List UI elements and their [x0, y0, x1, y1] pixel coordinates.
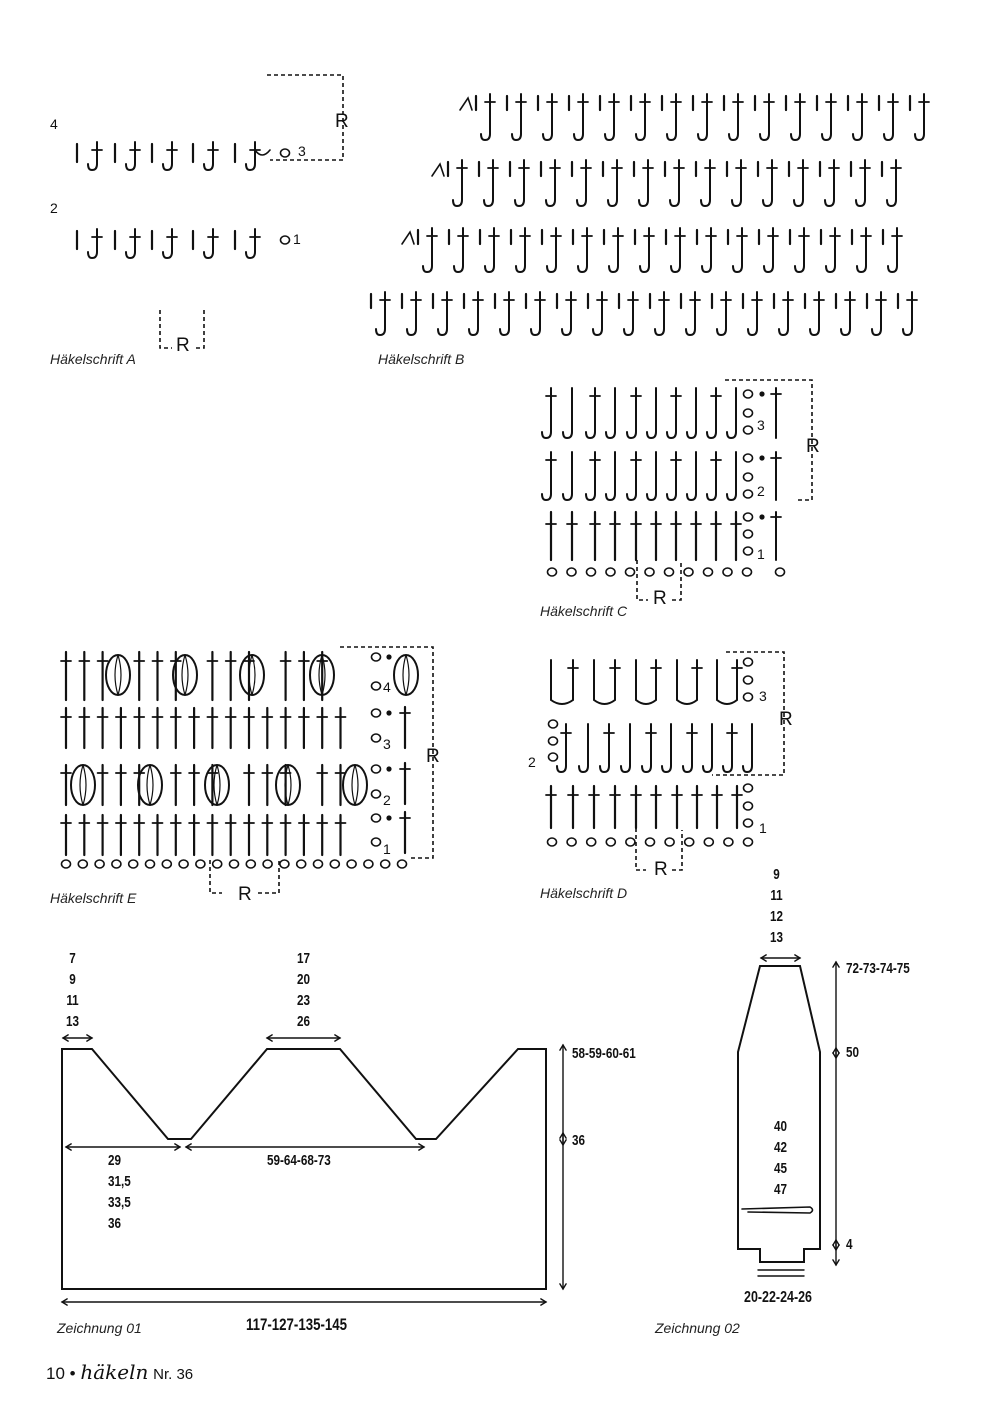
- slip-stitch-icon: [759, 455, 764, 460]
- chart-e-label-1: 1: [383, 841, 391, 857]
- post-stitch-icon: [500, 292, 509, 335]
- drawing-01-right-top: 58-59-60-61: [572, 1045, 636, 1062]
- chain-stitch-icon: [626, 838, 635, 846]
- chain-stitch-icon: [744, 513, 753, 521]
- post-stitch-icon: [246, 229, 255, 258]
- cluster-stitch-icon: [551, 660, 573, 704]
- chain-stitch-icon: [744, 693, 753, 701]
- post-stitch-icon: [126, 142, 135, 170]
- chain-stitch-icon: [95, 860, 104, 868]
- chain-stitch-icon: [606, 568, 615, 576]
- puff-inner-icon: [214, 765, 217, 805]
- post-stitch-icon: [683, 724, 692, 772]
- chain-stitch-icon: [281, 236, 290, 244]
- post-stitch-icon: [640, 228, 649, 272]
- chain-stitch-icon: [314, 860, 323, 868]
- post-stitch-icon: [841, 292, 850, 335]
- chain-stitch-icon: [744, 473, 753, 481]
- post-stitch-icon: [686, 292, 695, 335]
- drawing-01-top-left: 7 9 11 13: [66, 950, 80, 1030]
- repeat-bracket-base-right: [258, 860, 279, 893]
- chain-stitch-icon: [62, 860, 71, 868]
- post-stitch-icon: [698, 94, 707, 140]
- chain-stitch-icon: [372, 709, 381, 717]
- post-stitch-icon: [593, 292, 602, 335]
- page-footer: [46, 1360, 193, 1384]
- puff-inner-icon: [288, 765, 291, 805]
- chain-stitch-icon: [723, 568, 732, 576]
- post-stitch-icon: [779, 292, 788, 335]
- post-stitch-icon: [557, 724, 566, 772]
- post-stitch-icon: [454, 228, 463, 272]
- chain-stitch-icon: [549, 737, 558, 745]
- chart-e-label-4: 4: [383, 679, 391, 695]
- chain-stitch-icon: [372, 653, 381, 661]
- slip-stitch-icon: [759, 391, 764, 396]
- chart-e-symbols: [61, 647, 433, 893]
- post-stitch-icon: [600, 724, 609, 772]
- puff-inner-icon: [352, 765, 355, 805]
- post-stitch-icon: [423, 228, 432, 272]
- page-number: 10: [46, 1364, 65, 1383]
- post-stitch-icon: [163, 142, 172, 170]
- chain-stitch-icon: [372, 790, 381, 798]
- chain-stitch-icon: [112, 860, 121, 868]
- puff-inner-icon: [185, 655, 188, 695]
- chain-stitch-icon: [372, 682, 381, 690]
- drawing-02-bottom: 20-22-24-26: [744, 1289, 812, 1306]
- repeat-bracket-base-left: [210, 860, 222, 893]
- chain-stitch-icon: [129, 860, 138, 868]
- turning-chain-icon: [460, 98, 472, 110]
- repeat-bracket-base-right: [672, 560, 681, 600]
- chart-d-caption: Häkelschrift D: [540, 885, 628, 901]
- drawing-01-bottom: 117-127-135-145: [246, 1315, 348, 1334]
- puff-stitch-icon: [106, 655, 130, 695]
- puff-inner-icon: [406, 655, 409, 695]
- chart-e-repeat: R: [426, 746, 440, 767]
- post-stitch-icon: [512, 94, 521, 140]
- post-stitch-icon: [484, 160, 493, 206]
- cluster-stitch-icon: [717, 660, 737, 704]
- chain-stitch-icon: [230, 860, 239, 868]
- puff-stitch-icon: [138, 765, 162, 805]
- slip-stitch-icon: [386, 710, 391, 715]
- post-stitch-icon: [438, 292, 447, 335]
- repeat-bracket-right: [725, 380, 812, 500]
- drawing-01-caption: Zeichnung 01: [57, 1320, 142, 1336]
- post-stitch-icon: [791, 94, 800, 140]
- post-stitch-icon: [546, 160, 555, 206]
- post-stitch-icon: [687, 452, 696, 500]
- drawing-01-inner-left: 29 31,5 33,5 36: [108, 1152, 131, 1232]
- puff-inner-icon: [355, 765, 358, 805]
- chart-d-row-2: 2: [528, 754, 536, 770]
- slip-stitch-icon: [759, 514, 764, 519]
- chart-a-symbols: [77, 75, 343, 348]
- slip-stitch-icon: [386, 815, 391, 820]
- footer-bullet: •: [69, 1364, 76, 1383]
- drawing-02-caption: Zeichnung 02: [655, 1320, 740, 1336]
- post-stitch-icon: [642, 724, 651, 772]
- chain-stitch-icon: [587, 568, 596, 576]
- post-stitch-icon: [453, 160, 462, 206]
- drawing-02-right-bottom: 4: [846, 1236, 853, 1253]
- post-stitch-icon: [662, 724, 671, 772]
- turning-chain-icon: [432, 164, 444, 176]
- post-stitch-icon: [481, 94, 490, 140]
- post-stitch-icon: [624, 292, 633, 335]
- repeat-bracket-left: [160, 310, 172, 348]
- chart-c-symbols: [542, 380, 812, 600]
- post-stitch-icon: [915, 94, 924, 140]
- chain-stitch-icon: [196, 860, 205, 868]
- post-stitch-icon: [126, 229, 135, 258]
- puff-inner-icon: [403, 655, 406, 695]
- chain-stitch-icon: [567, 568, 576, 576]
- chain-stitch-icon: [606, 838, 615, 846]
- post-stitch-icon: [579, 724, 588, 772]
- post-stitch-icon: [655, 292, 664, 335]
- post-stitch-icon: [647, 388, 656, 438]
- post-stitch-icon: [577, 160, 586, 206]
- post-stitch-icon: [856, 160, 865, 206]
- chain-stitch-icon: [744, 676, 753, 684]
- post-stitch-icon: [88, 229, 97, 258]
- chart-d-label-1: 1: [759, 820, 767, 836]
- chart-b-symbols: [371, 94, 929, 335]
- post-stitch-icon: [204, 142, 213, 170]
- puff-inner-icon: [115, 655, 118, 695]
- chain-stitch-icon: [372, 765, 381, 773]
- chain-stitch-icon: [372, 838, 381, 846]
- puff-inner-icon: [83, 765, 86, 805]
- post-stitch-icon: [667, 94, 676, 140]
- chain-stitch-icon: [162, 860, 171, 868]
- chain-stitch-icon: [330, 860, 339, 868]
- chain-stitch-icon: [744, 490, 753, 498]
- drawing-02-schematic: [738, 955, 839, 1276]
- chart-c-caption: Häkelschrift C: [540, 603, 628, 619]
- post-stitch-icon: [760, 94, 769, 140]
- post-stitch-icon: [578, 228, 587, 272]
- post-stitch-icon: [743, 724, 752, 772]
- post-stitch-icon: [764, 228, 773, 272]
- chain-stitch-icon: [567, 838, 576, 846]
- chain-stitch-icon: [744, 819, 753, 827]
- turning-chain-icon: [402, 232, 414, 244]
- chain-stitch-icon: [704, 838, 713, 846]
- chart-e-label-2: 2: [383, 792, 391, 808]
- puff-stitch-icon: [276, 765, 300, 805]
- puff-stitch-icon: [205, 765, 229, 805]
- chain-stitch-icon: [776, 568, 785, 576]
- post-stitch-icon: [727, 452, 736, 500]
- post-stitch-icon: [469, 292, 478, 335]
- chart-e-repeat-base: R: [238, 884, 252, 905]
- post-stitch-icon: [888, 228, 897, 272]
- chain-stitch-icon: [743, 568, 752, 576]
- post-stitch-icon: [485, 228, 494, 272]
- post-stitch-icon: [729, 94, 738, 140]
- chain-stitch-icon: [347, 860, 356, 868]
- chain-stitch-icon: [78, 860, 87, 868]
- chain-stitch-icon: [146, 860, 155, 868]
- chain-stitch-icon: [213, 860, 222, 868]
- chart-b-caption: Häkelschrift B: [378, 351, 465, 367]
- post-stitch-icon: [621, 724, 630, 772]
- post-stitch-icon: [670, 160, 679, 206]
- chain-stitch-icon: [744, 838, 753, 846]
- post-stitch-icon: [639, 160, 648, 206]
- puff-inner-icon: [217, 765, 220, 805]
- post-stitch-icon: [703, 724, 712, 772]
- cluster-stitch-icon: [636, 660, 656, 704]
- drawing-02-top: 9 11 12 13: [770, 866, 784, 946]
- puff-inner-icon: [182, 655, 185, 695]
- chain-stitch-icon: [548, 838, 557, 846]
- chain-stitch-icon: [281, 149, 290, 157]
- chain-stitch-icon: [744, 784, 753, 792]
- chain-stitch-icon: [684, 568, 693, 576]
- post-stitch-icon: [884, 94, 893, 140]
- puff-stitch-icon: [394, 655, 418, 695]
- chart-a-caption: Häkelschrift A: [50, 351, 136, 367]
- puff-stitch-icon: [343, 765, 367, 805]
- repeat-bracket-base-left: [636, 828, 646, 870]
- repeat-bracket-right: [712, 652, 784, 775]
- post-stitch-icon: [163, 229, 172, 258]
- chain-stitch-icon: [744, 658, 753, 666]
- post-stitch-icon: [748, 292, 757, 335]
- post-stitch-icon: [516, 228, 525, 272]
- chart-a-row-2: 2: [50, 200, 58, 216]
- post-stitch-icon: [671, 228, 680, 272]
- post-stitch-icon: [825, 160, 834, 206]
- post-stitch-icon: [547, 228, 556, 272]
- chain-stitch-icon: [549, 720, 558, 728]
- chart-e-caption: Häkelschrift E: [50, 890, 137, 906]
- chart-a-label-3: 3: [298, 143, 306, 159]
- puff-stitch-icon: [71, 765, 95, 805]
- chain-stitch-icon: [744, 426, 753, 434]
- cluster-stitch-icon: [677, 660, 697, 704]
- drawing-01-right-mid: 36: [572, 1132, 586, 1149]
- chain-stitch-icon: [704, 568, 713, 576]
- chain-stitch-icon: [646, 838, 655, 846]
- chart-a-repeat-bottom: R: [176, 335, 190, 356]
- chart-c-label-1: 1: [757, 546, 765, 562]
- chart-a-repeat-top: R: [335, 111, 349, 132]
- drawing-02-right-top: 72-73-74-75: [846, 960, 910, 977]
- post-stitch-icon: [727, 388, 736, 438]
- post-stitch-icon: [826, 228, 835, 272]
- chain-stitch-icon: [665, 568, 674, 576]
- puff-inner-icon: [150, 765, 153, 805]
- post-stitch-icon: [723, 724, 732, 772]
- chain-stitch-icon: [685, 838, 694, 846]
- chart-d-symbols: [546, 652, 784, 870]
- chain-stitch-icon: [626, 568, 635, 576]
- chain-stitch-icon: [372, 814, 381, 822]
- chain-stitch-icon: [744, 530, 753, 538]
- post-stitch-icon: [647, 452, 656, 500]
- cluster-stitch-icon: [594, 660, 615, 704]
- slip-stitch-icon: [386, 654, 391, 659]
- post-stitch-icon: [717, 292, 726, 335]
- chart-c-repeat-base: R: [653, 588, 667, 609]
- issue-number: Nr. 36: [153, 1366, 194, 1383]
- drawing-02-right-mid: 50: [846, 1044, 860, 1061]
- post-stitch-icon: [732, 160, 741, 206]
- chart-a-row-4: 4: [50, 116, 58, 132]
- chain-stitch-icon: [645, 568, 654, 576]
- chain-stitch-icon: [297, 860, 306, 868]
- chain-stitch-icon: [246, 860, 255, 868]
- chain-stitch-icon: [744, 802, 753, 810]
- post-stitch-icon: [574, 94, 583, 140]
- chart-d-repeat: R: [779, 709, 793, 730]
- magazine-name: häkeln: [80, 1360, 149, 1384]
- chart-d-repeat-base: R: [654, 859, 668, 880]
- chain-stitch-icon: [280, 860, 289, 868]
- chain-stitch-icon: [744, 390, 753, 398]
- post-stitch-icon: [606, 388, 615, 438]
- puff-inner-icon: [118, 655, 121, 695]
- drawing-01-inner-mid: 59-64-68-73: [267, 1152, 331, 1169]
- post-stitch-icon: [88, 142, 97, 170]
- post-stitch-icon: [872, 292, 881, 335]
- post-stitch-icon: [563, 388, 572, 438]
- post-stitch-icon: [407, 292, 416, 335]
- post-stitch-icon: [733, 228, 742, 272]
- sleeve-outline: [738, 966, 820, 1262]
- chain-stitch-icon: [665, 838, 674, 846]
- post-stitch-icon: [609, 228, 618, 272]
- post-stitch-icon: [810, 292, 819, 335]
- post-stitch-icon: [822, 94, 831, 140]
- chain-stitch-icon: [372, 734, 381, 742]
- chart-a-label-1: 1: [293, 231, 301, 247]
- post-stitch-icon: [606, 452, 615, 500]
- repeat-bracket-base-left: [637, 560, 648, 600]
- drawing-02-width: 40 42 45 47: [774, 1118, 788, 1198]
- chain-stitch-icon: [548, 568, 557, 576]
- post-stitch-icon: [795, 228, 804, 272]
- chain-stitch-icon: [364, 860, 373, 868]
- chart-c-label-2: 2: [757, 483, 765, 499]
- post-stitch-icon: [887, 160, 896, 206]
- chain-stitch-icon: [549, 753, 558, 761]
- post-stitch-icon: [246, 142, 255, 170]
- puff-inner-icon: [147, 765, 150, 805]
- post-stitch-icon: [903, 292, 912, 335]
- post-stitch-icon: [853, 94, 862, 140]
- post-stitch-icon: [687, 388, 696, 438]
- post-stitch-icon: [636, 94, 645, 140]
- chart-c-repeat: R: [806, 436, 820, 457]
- repeat-bracket-base-right: [672, 830, 682, 870]
- post-stitch-icon: [543, 94, 552, 140]
- chain-stitch-icon: [724, 838, 733, 846]
- repeat-bracket-right: [196, 310, 204, 348]
- post-stitch-icon: [515, 160, 524, 206]
- chain-stitch-icon: [179, 860, 188, 868]
- chain-stitch-icon: [381, 860, 390, 868]
- chain-stitch-icon: [587, 838, 596, 846]
- chain-stitch-icon: [744, 409, 753, 417]
- post-stitch-icon: [857, 228, 866, 272]
- post-stitch-icon: [562, 292, 571, 335]
- chain-stitch-icon: [263, 860, 272, 868]
- post-stitch-icon: [702, 228, 711, 272]
- post-stitch-icon: [794, 160, 803, 206]
- chain-stitch-icon: [744, 547, 753, 555]
- chart-c-label-3: 3: [757, 417, 765, 433]
- post-stitch-icon: [701, 160, 710, 206]
- drawing-01-top-mid: 17 20 23 26: [297, 950, 311, 1030]
- post-stitch-icon: [376, 292, 385, 335]
- post-stitch-icon: [763, 160, 772, 206]
- post-stitch-icon: [204, 229, 213, 258]
- chain-stitch-icon: [744, 454, 753, 462]
- post-stitch-icon: [608, 160, 617, 206]
- chart-e-label-3: 3: [383, 736, 391, 752]
- post-stitch-icon: [531, 292, 540, 335]
- post-stitch-icon: [563, 452, 572, 500]
- puff-inner-icon: [80, 765, 83, 805]
- chain-stitch-icon: [398, 860, 407, 868]
- post-stitch-icon: [605, 94, 614, 140]
- slip-stitch-icon: [386, 766, 391, 771]
- width-arrow-icon: [742, 1207, 813, 1213]
- chart-d-label-3: 3: [759, 688, 767, 704]
